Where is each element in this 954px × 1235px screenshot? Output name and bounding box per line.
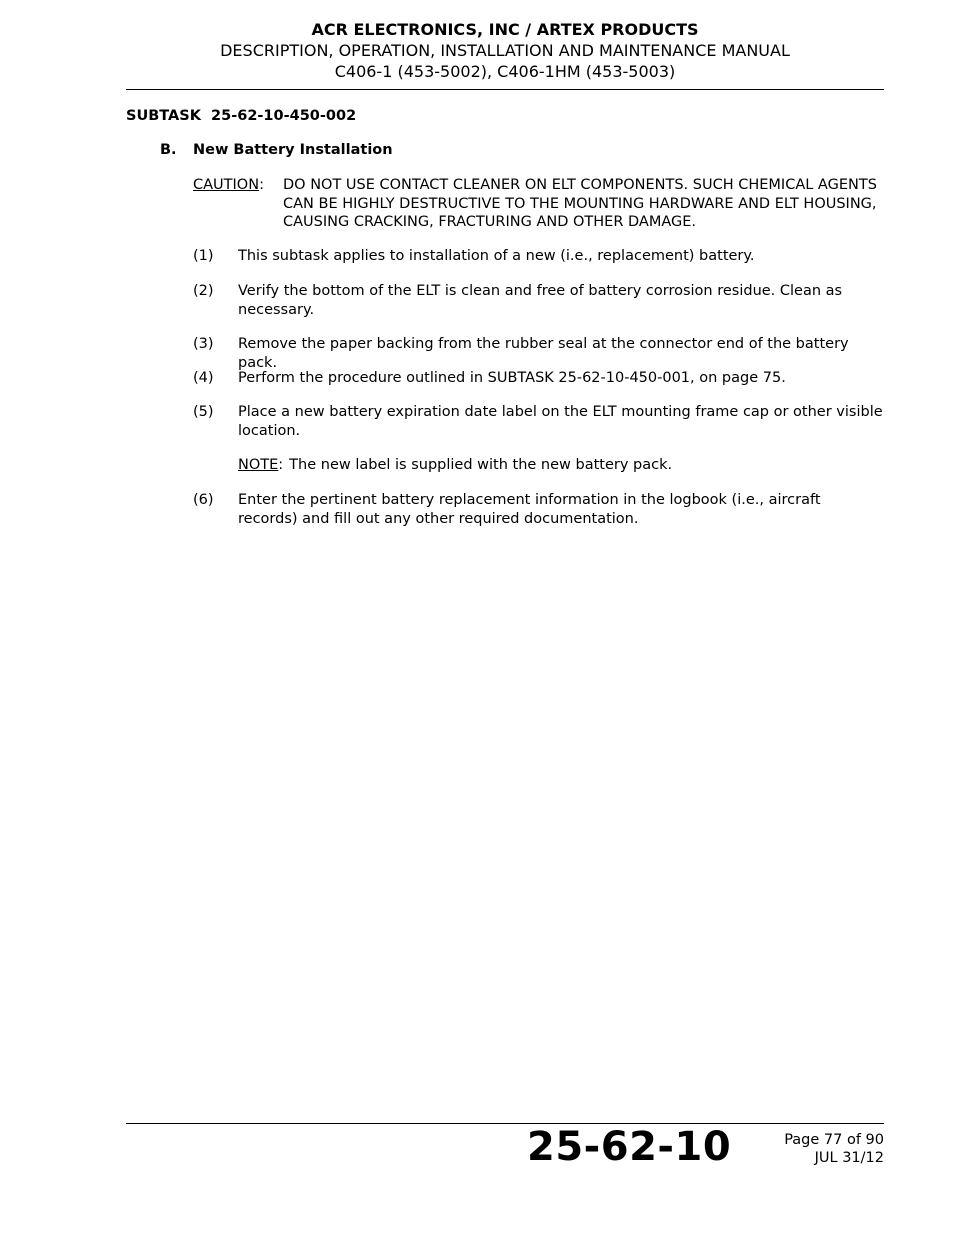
- step-number: (2): [193, 283, 214, 299]
- note-block: NOTE: The new label is supplied with the new battery pack.: [238, 457, 673, 473]
- step-number: (6): [193, 492, 214, 508]
- subtask-heading: SUBTASK 25-62-10-450-002: [126, 108, 357, 124]
- note-label: NOTE: [238, 457, 279, 473]
- step-text: Remove the paper backing from the rubber seal at the connector end of the battery pack.: [238, 336, 849, 371]
- step-number: (5): [193, 404, 214, 420]
- step-item: [193, 491, 884, 528]
- page-header: [126, 19, 884, 82]
- section-heading: [160, 141, 393, 160]
- caution-text: DO NOT USE CONTACT CLEANER ON ELT COMPONENTS. SUCH CHEMICAL AGENTS CAN BE HIGHLY DESTRUCTIVE TO THE MOUNTING HARDWARE AND ELT HOUSING, CAUSING CRACKING, FRACTURING AND OTHER DAMAGE.: [283, 177, 877, 230]
- step-item: [193, 335, 884, 372]
- manual-title: DESCRIPTION, OPERATION, INSTALLATION AND MAINTENANCE MANUAL: [220, 41, 790, 60]
- section-letter: B.: [160, 142, 177, 158]
- caution-label: CAUTION:: [193, 177, 264, 193]
- chapter-code: 25-62-10: [527, 1124, 732, 1170]
- model-numbers: C406-1 (453-5002), C406-1HM (453-5003): [334, 62, 676, 81]
- step-number: (1): [193, 248, 214, 264]
- step-text: This subtask applies to installation of a new (i.e., replacement) battery.: [238, 248, 755, 264]
- header-divider: [126, 89, 884, 90]
- company-name: ACR ELECTRONICS, INC / ARTEX PRODUCTS: [311, 20, 699, 39]
- step-text: Enter the pertinent battery replacement information in the logbook (i.e., aircraft records) and fill out any other required documentation.: [238, 492, 821, 527]
- step-text: Place a new battery expiration date label on the ELT mounting frame cap or other visible location.: [238, 404, 883, 439]
- footer-divider: [126, 1123, 884, 1124]
- step-item: [193, 247, 884, 266]
- caution-block: [193, 176, 883, 232]
- step-text: Perform the procedure outlined in SUBTASK 25-62-10-450-001, on page 75.: [238, 370, 786, 386]
- section-title: New Battery Installation: [193, 142, 393, 158]
- step-text: Verify the bottom of the ELT is clean and free of battery corrosion residue. Clean as necessary.: [238, 283, 843, 318]
- page-number: Page 77 of 90: [784, 1132, 884, 1148]
- note-text: The new label is supplied with the new battery pack.: [289, 457, 673, 473]
- page-info: [784, 1131, 884, 1167]
- step-number: (4): [193, 370, 214, 386]
- step-item: [193, 403, 884, 440]
- step-item: [193, 369, 884, 388]
- step-item: [193, 282, 884, 319]
- revision-date: JUL 31/12: [814, 1150, 884, 1166]
- step-number: (3): [193, 336, 214, 352]
